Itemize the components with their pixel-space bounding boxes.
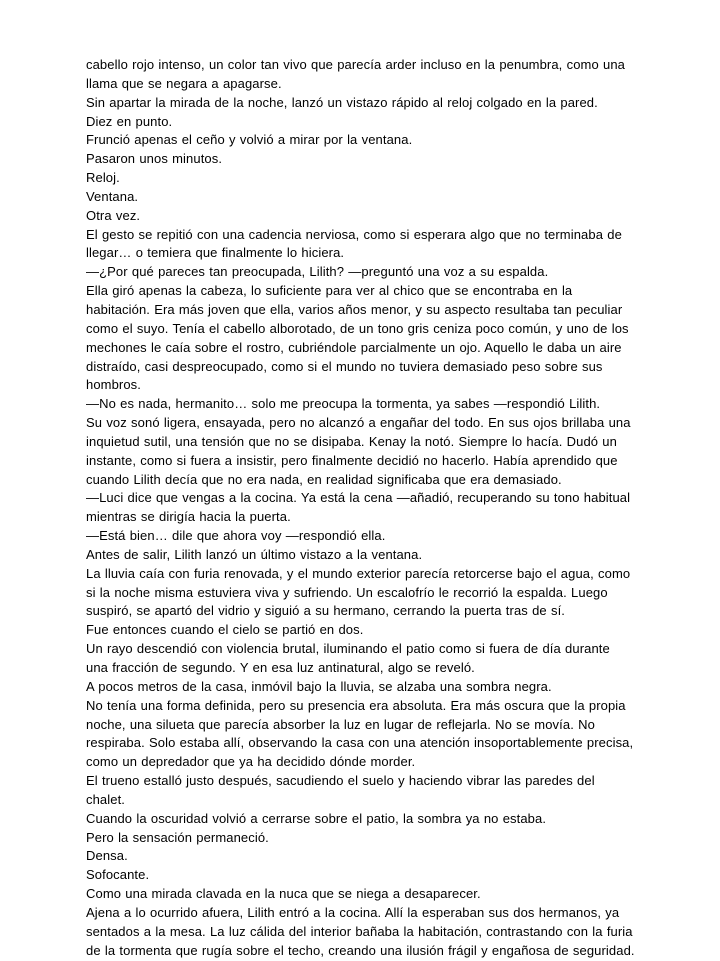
paragraph: Ella giró apenas la cabeza, lo suficiente para ver al chico que se encontraba en la habitación. Era más joven que ella, varios años menor, y su aspecto resultaba tan peculiar como el suyo. Tenía el cabello alborotado, de un tono gris ceniza poco común, y uno de los mechones le caía sobre el rostro, cubriéndole parcialmente un ojo. Aquello le daba un aire distraído, casi despreocupado, como si el mundo no tuviera demasiado peso sobre sus hombros. [86, 283, 629, 393]
paragraph: Diez en punto. [86, 113, 173, 129]
paragraph: —Está bien… dile que ahora voy —respondió ella. [86, 528, 386, 544]
paragraph: Pero la sensación permaneció. [86, 829, 269, 845]
paragraph: Densa. [86, 848, 128, 864]
paragraph: El trueno estalló justo después, sacudiendo el suelo y haciendo vibrar las paredes del chalet. [86, 773, 595, 807]
paragraph: Antes de salir, Lilith lanzó un último vistazo a la ventana. [86, 546, 423, 562]
paragraph: No tenía una forma definida, pero su presencia era absoluta. Era más oscura que la propia noche, una silueta que parecía absorber la luz en lugar de reflejarla. No se movía. No respiraba. Solo estaba allí, observando la casa con una atención insoportablemente precisa, como un depredador que ya ha decidido dónde morder. [86, 697, 634, 770]
paragraph: cabello rojo intenso, un color tan vivo que parecía arder incluso en la penumbra, como una llama que se negara a apagarse. [86, 57, 625, 91]
paragraph: Su voz sonó ligera, ensayada, pero no alcanzó a engañar del todo. En sus ojos brillaba una inquietud sutil, una tensión que no se disipaba. Kenay la notó. Siempre lo hacía. Dudó un instante, como si fuera a insistir, pero finalmente decidió no hacerlo. Había aprendido que cuando Lilith decía que no era nada, en realidad significaba que era demasiado. [86, 415, 631, 487]
paragraph: Cuando la oscuridad volvió a cerrarse sobre el patio, la sombra ya no estaba. [86, 810, 547, 826]
paragraph: Reloj. [86, 170, 120, 186]
paragraph: Como una mirada clavada en la nuca que se niega a desaparecer. [86, 886, 481, 902]
paragraph: La lluvia caía con furia renovada, y el mundo exterior parecía retorcerse bajo el agua, como si la noche misma estuviera viva y sufriendo. Un escalofrío le recorrió la espalda. Luego suspiró, se apartó del vidrio y siguió a su hermano, cerrando la puerta tras de sí. [86, 565, 631, 619]
paragraph: —¿Por qué pareces tan preocupada, Lilith? —preguntó una voz a su espalda. [86, 264, 549, 280]
paragraph: Frunció apenas el ceño y volvió a mirar por la ventana. [86, 132, 413, 148]
paragraph: Ajena a lo ocurrido afuera, Lilith entró a la cocina. Allí la esperaban sus dos hermanos, ya sentados a la mesa. La luz cálida del interior bañaba la habitación, contrastando con la furia de la tormenta que rugía sobre el techo, creando una ilusión frágil y engañosa de seguridad. [86, 904, 635, 958]
paragraph: Ventana. [86, 188, 139, 204]
paragraph: Sofocante. [86, 867, 150, 883]
paragraph: A pocos metros de la casa, inmóvil bajo la lluvia, se alzaba una sombra negra. [86, 678, 552, 694]
paragraph: Pasaron unos minutos. [86, 151, 223, 167]
paragraph: Otra vez. [86, 207, 141, 223]
paragraph: Fue entonces cuando el cielo se partió en dos. [86, 622, 364, 638]
paragraph: —No es nada, hermanito… solo me preocupa la tormenta, ya sabes —respondió Lilith. [86, 396, 601, 412]
paragraph: El gesto se repitió con una cadencia nerviosa, como si esperara algo que no terminaba de llegar… o temiera que finalmente lo hiciera. [86, 226, 622, 261]
document-text-body [86, 56, 636, 961]
paragraph: —Luci dice que vengas a la cocina. Ya está la cena —añadió, recuperando su tono habitual mientras se dirigía hacia la puerta. [86, 490, 631, 525]
paragraph: Un rayo descendió con violencia brutal, iluminando el patio como si fuera de día durante una fracción de segundo. Y en esa luz antinatural, algo se reveló. [86, 641, 610, 675]
paragraph: Sin apartar la mirada de la noche, lanzó un vistazo rápido al reloj colgado en la pared. [86, 94, 598, 110]
